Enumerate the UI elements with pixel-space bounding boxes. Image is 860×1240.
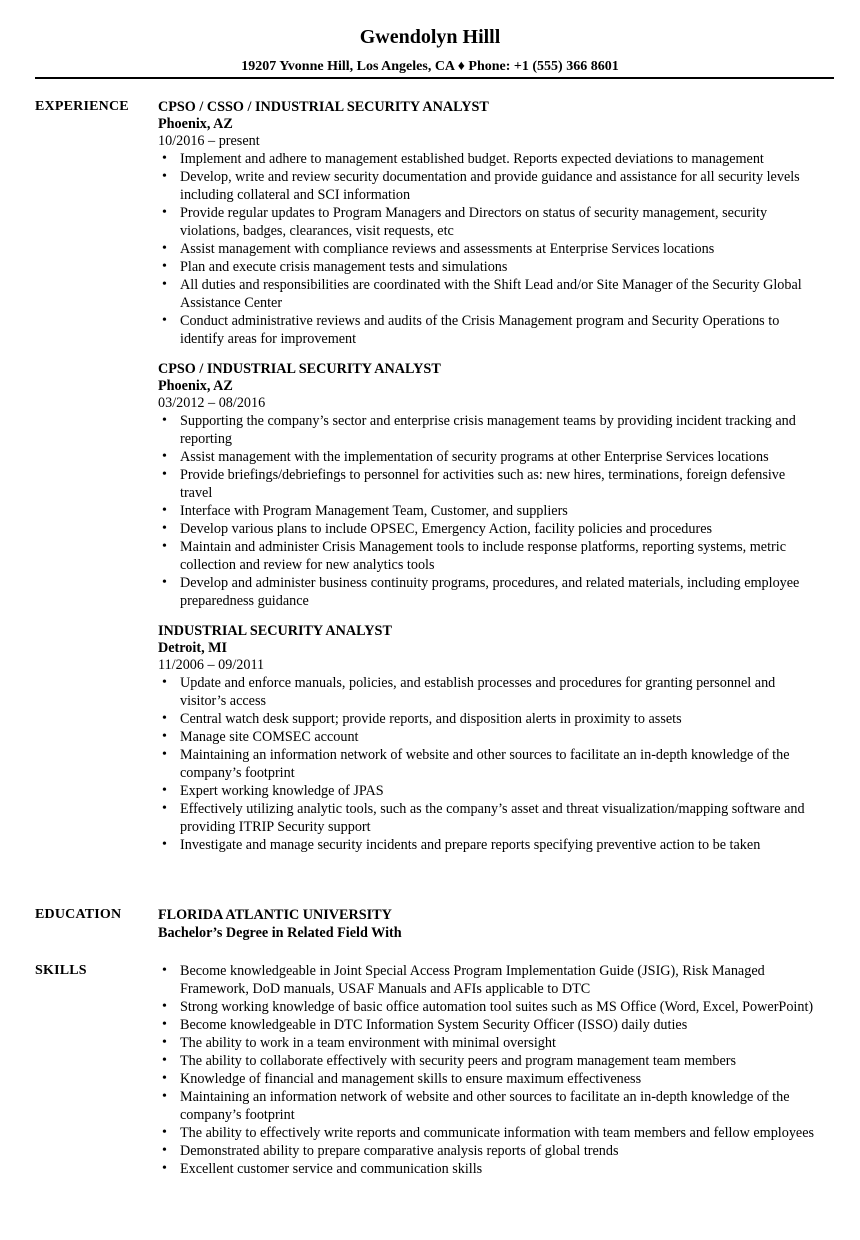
bullet-icon: • <box>162 1071 167 1086</box>
job-dates: 03/2012 – 08/2016 <box>158 395 266 411</box>
bullet-icon: • <box>162 783 167 798</box>
bullet-icon: • <box>162 675 167 690</box>
bullet-text: The ability to collaborate effectively with security peers and program management team members <box>180 1053 736 1069</box>
candidate-name: Gwendolyn Hilll <box>359 26 501 48</box>
bullet-text: Supporting the company’s sector and enterprise crisis management teams by providing incident tracking and reporting <box>180 413 796 447</box>
bullet-item <box>158 276 818 312</box>
bullet-item <box>158 1016 818 1034</box>
bullet-item <box>158 1088 818 1124</box>
bullet-item <box>158 800 818 836</box>
bullet-text: Conduct administrative reviews and audits of the Crisis Management program and Security Operations to identify areas for improvement <box>180 313 780 347</box>
bullet-text: Provide regular updates to Program Managers and Directors on status of security management, security violations, badges, clearances, visit requests, etc <box>180 205 768 239</box>
job-entry <box>158 98 818 348</box>
job-title: CPSO / INDUSTRIAL SECURITY ANALYST <box>158 361 441 377</box>
bullet-text: Manage site COMSEC account <box>180 729 359 745</box>
bullet-item <box>158 240 818 258</box>
bullet-text: Update and enforce manuals, policies, and establish processes and procedures for granting personnel and visitor’s access <box>180 675 776 709</box>
bullet-text: All duties and responsibilities are coordinated with the Shift Lead and/or Site Manager of the Security Global Assistance Center <box>180 277 802 311</box>
bullet-item <box>158 150 818 168</box>
bullet-icon: • <box>162 539 167 554</box>
bullet-icon: • <box>162 1161 167 1176</box>
bullet-item <box>158 674 818 710</box>
skills-section-label: SKILLS <box>35 963 87 978</box>
bullet-item <box>158 782 818 800</box>
job-location: Detroit, MI <box>158 640 228 656</box>
bullet-icon: • <box>162 413 167 428</box>
bullet-text: Assist management with compliance reviews and assessments at Enterprise Services locations <box>180 241 715 257</box>
bullet-item <box>158 746 818 782</box>
bullet-text: Central watch desk support; provide reports, and disposition alerts in proximity to assets <box>180 711 682 727</box>
bullet-item <box>158 204 818 240</box>
bullet-icon: • <box>162 837 167 852</box>
bullet-icon: • <box>162 151 167 166</box>
experience-section-label: EXPERIENCE <box>35 99 129 114</box>
bullet-item <box>158 728 818 746</box>
bullet-text: Become knowledgeable in DTC Information System Security Officer (ISSO) daily duties <box>180 1017 688 1033</box>
job-bullets <box>158 674 818 854</box>
bullet-icon: • <box>162 801 167 816</box>
job-bullets <box>158 412 818 610</box>
bullet-icon: • <box>162 313 167 328</box>
bullet-item <box>158 412 818 448</box>
bullet-text: Implement and adhere to management established budget. Reports expected deviations to management <box>180 151 764 167</box>
bullet-text: Expert working knowledge of JPAS <box>180 783 384 799</box>
bullet-item <box>158 1070 818 1088</box>
bullet-text: Maintaining an information network of website and other sources to facilitate an in-depth knowledge of the company’s footprint <box>180 747 790 781</box>
bullet-icon: • <box>162 711 167 726</box>
bullet-text: Investigate and manage security incidents and prepare reports specifying preventive action to be taken <box>180 837 761 853</box>
bullet-icon: • <box>162 467 167 482</box>
bullet-icon: • <box>162 169 167 184</box>
bullet-text: The ability to work in a team environment with minimal oversight <box>180 1035 556 1051</box>
job-bullets <box>158 150 818 348</box>
bullet-item <box>158 520 818 538</box>
bullet-icon: • <box>162 963 167 978</box>
bullet-item <box>158 836 818 854</box>
bullet-icon: • <box>162 999 167 1014</box>
bullet-text: Assist management with the implementation of security programs at other Enterprise Services locations <box>180 449 769 465</box>
bullet-item <box>158 1142 818 1160</box>
bullet-text: Become knowledgeable in Joint Special Access Program Implementation Guide (JSIG), Risk Managed Framework, DoD manuals, USAF Manuals and AFIs applicable to DTC <box>180 963 765 997</box>
bullet-icon: • <box>162 241 167 256</box>
header-divider <box>35 77 834 79</box>
bullet-item <box>158 998 818 1016</box>
bullet-text: Maintaining an information network of website and other sources to facilitate an in-depth knowledge of the company’s footprint <box>180 1089 790 1123</box>
job-dates: 10/2016 – present <box>158 133 260 149</box>
bullet-item <box>158 1124 818 1142</box>
bullet-text: The ability to effectively write reports and communicate information with team members and fellow employees <box>180 1125 815 1141</box>
bullet-icon: • <box>162 1035 167 1050</box>
job-dates: 11/2006 – 09/2011 <box>158 657 265 673</box>
bullet-icon: • <box>162 449 167 464</box>
bullet-item <box>158 448 818 466</box>
bullet-text: Develop and administer business continuity programs, procedures, and related materials, including employee preparedness guidance <box>180 575 800 609</box>
bullet-item <box>158 168 818 204</box>
job-location: Phoenix, AZ <box>158 116 233 132</box>
skills-section <box>158 962 818 1178</box>
bullet-icon: • <box>162 729 167 744</box>
job-title: INDUSTRIAL SECURITY ANALYST <box>158 623 392 639</box>
bullet-icon: • <box>162 747 167 762</box>
bullet-text: Strong working knowledge of basic office automation tool suites such as MS Office (Word, Excel, PowerPoint) <box>180 999 814 1015</box>
bullet-icon: • <box>162 277 167 292</box>
skills-list <box>158 962 818 1178</box>
bullet-text: Knowledge of financial and management skills to ensure maximum effectiveness <box>180 1071 642 1087</box>
bullet-icon: • <box>162 1017 167 1032</box>
bullet-item <box>158 1034 818 1052</box>
bullet-icon: • <box>162 503 167 518</box>
contact-line: 19207 Yvonne Hill, Los Angeles, CA ♦ Phone: +1 (555) 366 8601 <box>241 59 619 74</box>
bullet-text: Demonstrated ability to prepare comparative analysis reports of global trends <box>180 1143 619 1159</box>
bullet-icon: • <box>162 259 167 274</box>
bullet-text: Provide briefings/debriefings to personnel for activities such as: new hires, terminations, foreign defensive travel <box>180 467 786 501</box>
bullet-icon: • <box>162 1089 167 1104</box>
bullet-icon: • <box>162 521 167 536</box>
bullet-item <box>158 962 818 998</box>
bullet-item <box>158 258 818 276</box>
bullet-item <box>158 538 818 574</box>
bullet-item <box>158 574 818 610</box>
bullet-text: Maintain and administer Crisis Management tools to include response platforms, reporting systems, metric collection and review for new analytics tools <box>180 539 787 573</box>
bullet-text: Develop various plans to include OPSEC, Emergency Action, facility policies and procedures <box>180 521 713 537</box>
bullet-item <box>158 710 818 728</box>
bullet-icon: • <box>162 1053 167 1068</box>
bullet-icon: • <box>162 1143 167 1158</box>
education-section-label: EDUCATION <box>35 907 122 922</box>
education-degree: Bachelor’s Degree in Related Field With <box>158 925 402 941</box>
bullet-item <box>158 1160 818 1178</box>
job-entry <box>158 360 818 610</box>
experience-section <box>158 98 818 866</box>
job-title: CPSO / CSSO / INDUSTRIAL SECURITY ANALYST <box>158 99 489 115</box>
bullet-icon: • <box>162 1125 167 1140</box>
bullet-icon: • <box>162 575 167 590</box>
education-school: FLORIDA ATLANTIC UNIVERSITY <box>158 907 392 923</box>
bullet-text: Effectively utilizing analytic tools, such as the company’s asset and threat visualization/mapping software and providing ITRIP Security support <box>180 801 805 835</box>
bullet-item <box>158 312 818 348</box>
experience-list <box>158 98 818 854</box>
bullet-text: Interface with Program Management Team, Customer, and suppliers <box>180 503 568 519</box>
bullet-text: Develop, write and review security documentation and provide guidance and assistance for all security levels including collateral and SCI information <box>180 169 800 203</box>
bullet-item <box>158 466 818 502</box>
bullet-icon: • <box>162 205 167 220</box>
bullet-text: Plan and execute crisis management tests and simulations <box>180 259 508 275</box>
job-location: Phoenix, AZ <box>158 378 233 394</box>
bullet-item <box>158 1052 818 1070</box>
bullet-text: Excellent customer service and communication skills <box>180 1161 483 1177</box>
bullet-item <box>158 502 818 520</box>
education-section <box>158 906 818 942</box>
job-entry <box>158 622 818 854</box>
